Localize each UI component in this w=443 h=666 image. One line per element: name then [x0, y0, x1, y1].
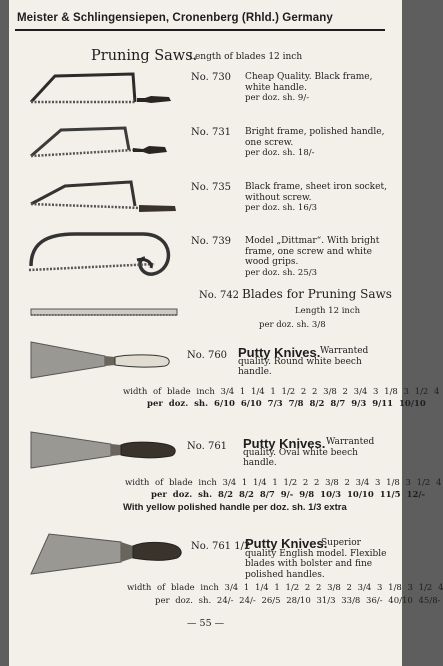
- putty-761-prices-value: 10/10: [341, 490, 374, 500]
- saw-739-illustration: [25, 230, 185, 286]
- putty-761-prices-value: 8/2: [218, 490, 233, 500]
- header-rule: [15, 29, 385, 31]
- putty-760-title: Putty Knives.: [238, 345, 321, 360]
- putty-761-prices-value: 9/8: [293, 490, 315, 500]
- putty-761-half-widths-value: 2: [299, 583, 311, 593]
- putty-760-widths-value: 4: [428, 387, 440, 397]
- saw-735-price: per doz. sh. 16/3: [245, 203, 318, 213]
- putty-761-extra: With yellow polished handle per doz. sh. 1/3 extra: [123, 502, 347, 513]
- putty-761-widths-value: 3 1/8: [369, 478, 400, 488]
- putty-760-prices-value: 7/8: [282, 399, 304, 409]
- saw-739-number: No. 739: [191, 236, 232, 247]
- putty-761-half-prices-value: 26/5: [255, 596, 281, 606]
- putty-761-price-label: per doz. sh.: [151, 490, 213, 500]
- putty-760-widths-value: 2: [295, 387, 307, 397]
- putty-761-prices-value: 10/3: [314, 490, 342, 500]
- putty-760-price-label: per doz. sh.: [147, 399, 209, 409]
- putty-760-note: Warranted quality. Round white beech handle.: [238, 346, 369, 377]
- saw-739-price: per doz. sh. 25/3: [245, 268, 318, 278]
- blade-742-number: No. 742: [199, 290, 240, 301]
- putty-760-widths: [221, 387, 440, 397]
- putty-761-width-row: [125, 478, 441, 488]
- saw-739-description: Model „Dittmar“. With bright frame, one screw and white wood grips.: [245, 236, 380, 267]
- putty-760-prices-value: 7/3: [261, 399, 283, 409]
- putty-761-half-prices-value: 40/10: [382, 596, 413, 606]
- putty-761-half-widths-value: 2 3/4: [340, 583, 372, 593]
- putty-761-half-illustration: [29, 528, 189, 576]
- putty-760-prices-value: 8/2: [303, 399, 325, 409]
- blade-742-length: Length 12 inch: [295, 306, 361, 316]
- putty-761-note: Warranted quality. Oval white beech handle.: [243, 437, 375, 468]
- putty-761-half-widths-value: 1 1/4: [238, 583, 269, 593]
- putty-760-prices-value: 6/10: [214, 399, 235, 409]
- putty-761-widths-value: 2: [297, 478, 309, 488]
- putty-760-prices-value: 8/7: [324, 399, 346, 409]
- putty-761-half-widths-value: 2 3/8: [310, 583, 341, 593]
- putty-760-prices-value: 10/10: [393, 399, 426, 409]
- putty-760-widths-value: 3/4: [220, 387, 235, 397]
- section-title: Pruning Saws.: [91, 48, 198, 64]
- saw-730-description: Cheap Quality. Black frame, white handle.: [245, 72, 373, 93]
- putty-760-prices-value: 6/10: [234, 399, 262, 409]
- saw-735-number: No. 735: [191, 182, 232, 193]
- putty-761-half-widths-value: 3/4: [224, 583, 239, 593]
- saw-730-illustration: [25, 68, 175, 114]
- catalog-page: [9, 0, 443, 666]
- putty-761-half-prices-value: 45/8-: [412, 596, 441, 606]
- putty-761-price-row: [151, 490, 425, 500]
- putty-761-widths: [223, 478, 442, 488]
- page-number: — 55 —: [187, 618, 225, 629]
- putty-761-half-number: No. 761 1/2: [191, 541, 251, 552]
- putty-761-half-price-label: per doz. sh.: [155, 596, 212, 606]
- putty-761-half-widths-value: 1 1/2: [268, 583, 300, 593]
- putty-761-illustration: [29, 428, 179, 472]
- putty-761-half-price-row: [155, 596, 440, 606]
- putty-761-width-label: width of blade inch: [125, 478, 217, 488]
- putty-760-price-row: [147, 399, 426, 409]
- putty-761-widths-value: 3/4: [222, 478, 237, 488]
- putty-761-half-title: Putty Knives.: [245, 536, 328, 551]
- putty-761-half-widths-value: 3 1/8: [371, 583, 402, 593]
- putty-761-widths-value: 3 1/2: [399, 478, 431, 488]
- putty-761-half-widths-value: 4: [432, 583, 443, 593]
- putty-760-widths-value: 1 1/2: [264, 387, 296, 397]
- saw-731-number: No. 731: [191, 127, 232, 138]
- putty-761-widths-value: 2 3/4: [338, 478, 370, 488]
- putty-761-half-width-label: width of blade inch: [127, 583, 219, 593]
- putty-761-half-prices: [217, 596, 441, 606]
- putty-761-prices-value: 12/-: [400, 490, 425, 500]
- putty-761-half-prices-value: 28/10: [280, 596, 311, 606]
- putty-760-width-row: [123, 387, 439, 397]
- putty-760-widths-value: 2 3/4: [336, 387, 368, 397]
- putty-761-half-prices-value: 33/8: [335, 596, 361, 606]
- putty-760-prices-value: 9/3: [345, 399, 367, 409]
- putty-761-half-widths: [225, 583, 443, 593]
- putty-761-half-prices-value: 36/-: [360, 596, 383, 606]
- putty-761-widths-value: 4: [430, 478, 442, 488]
- putty-760-widths-value: 2 3/8: [306, 387, 337, 397]
- putty-761-half-prices-value: 24/-: [233, 596, 256, 606]
- putty-761-widths-value: 1 1/2: [266, 478, 298, 488]
- putty-761-title: Putty Knives.: [243, 436, 326, 451]
- saw-735-description: Black frame, sheet iron socket, without screw.: [245, 182, 387, 203]
- blade-742-price: per doz. sh. 3/8: [259, 320, 326, 330]
- saw-731-description: Bright frame, polished handle, one screw.: [245, 127, 385, 148]
- company-header: Meister & Schlingensiepen, Cronenberg (Rhld.) Germany: [17, 12, 333, 24]
- putty-760-widths-value: 3 1/8: [367, 387, 398, 397]
- putty-760-prices-value: 9/11: [366, 399, 394, 409]
- saw-735-illustration: [25, 178, 185, 220]
- putty-760-widths-value: 3 1/2: [397, 387, 429, 397]
- putty-761-widths-value: 1 1/4: [236, 478, 267, 488]
- putty-761-prices-value: 9/-: [274, 490, 294, 500]
- putty-761-prices: [218, 490, 425, 500]
- putty-760-number: No. 760: [187, 350, 228, 361]
- putty-761-prices-value: 11/5: [373, 490, 401, 500]
- putty-760-width-label: width of blade inch: [123, 387, 215, 397]
- putty-761-widths-value: 2 3/8: [308, 478, 339, 488]
- putty-760-widths-value: 1 1/4: [234, 387, 265, 397]
- saw-730-price: per doz. sh. 9/-: [245, 93, 310, 103]
- putty-761-prices-value: 8/7: [253, 490, 275, 500]
- putty-760-prices: [214, 399, 426, 409]
- section-note: Length of blades 12 inch: [189, 52, 303, 62]
- putty-761-half-widths-value: 3 1/2: [401, 583, 433, 593]
- blade-742-illustration: [31, 308, 181, 318]
- saw-730-number: No. 730: [191, 72, 232, 83]
- putty-761-prices-value: 8/2: [232, 490, 254, 500]
- saw-731-illustration: [25, 124, 175, 164]
- putty-761-half-prices-value: 24/-: [216, 596, 234, 606]
- saw-731-price: per doz. sh. 18/-: [245, 148, 315, 158]
- putty-761-half-width-row: [127, 583, 443, 593]
- blade-742-title: Blades for Pruning Saws: [242, 287, 392, 301]
- putty-761-half-prices-value: 31/3: [310, 596, 336, 606]
- putty-761-number: No. 761: [187, 441, 228, 452]
- putty-761-half-note: Superior quality English model. Flexible blades with bolster and fine polished handles.: [245, 538, 387, 580]
- putty-760-illustration: [29, 340, 179, 380]
